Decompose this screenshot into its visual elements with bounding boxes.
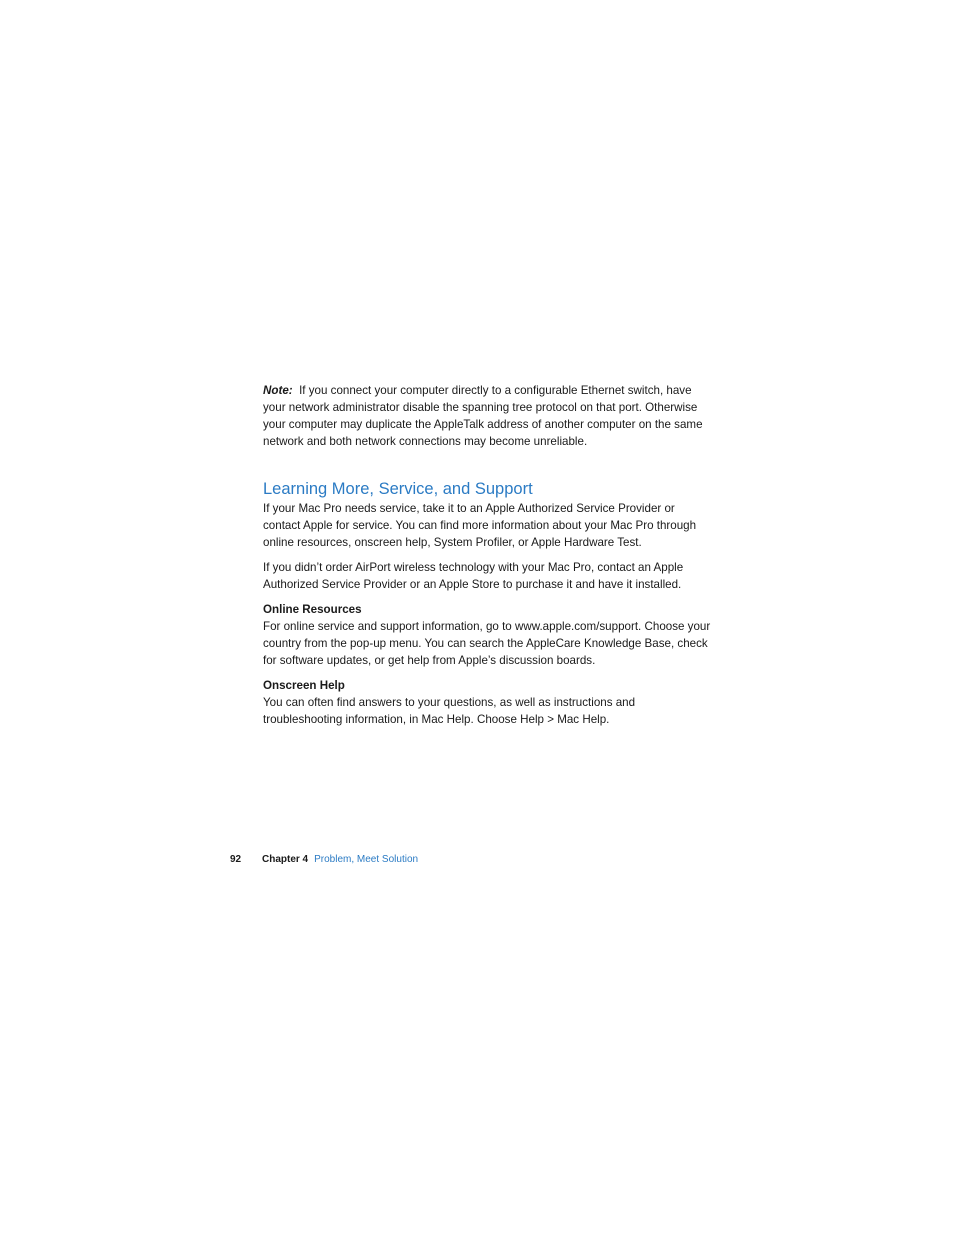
airport-paragraph: If you didn’t order AirPort wireless technology with your Mac Pro, contact an Apple Authorized Service Provider or an Apple Store to purchase it and have it installed. xyxy=(263,561,684,591)
page-number: 92 xyxy=(230,854,242,865)
online-resources-paragraph: For online service and support information, go to www.apple.com/support. Choose your country from the pop-up menu. You can search the AppleCare Knowledge Base, check for software updates, or get help from Apple’s discussion boards. xyxy=(263,620,711,667)
note-text: If you connect your computer directly to a configurable Ethernet switch, have your network administrator disable the spanning tree protocol on that port. Otherwise your computer may duplicate the AppleTalk address of another computer on the same network and both network connections may become unreliable. xyxy=(263,384,703,448)
chapter-label: Chapter 4 xyxy=(262,854,309,865)
note-label: Note: xyxy=(263,384,293,397)
section-heading: Learning More, Service, and Support xyxy=(263,480,533,498)
onscreen-help-heading: Onscreen Help xyxy=(263,679,345,692)
page-content xyxy=(263,382,713,728)
note-paragraph xyxy=(263,382,713,450)
onscreen-help-paragraph: You can often find answers to your questions, as well as instructions and troubleshooting information, in Mac Help. Choose Help > Mac Help. xyxy=(263,696,636,726)
online-resources-heading: Online Resources xyxy=(263,603,362,616)
page-footer xyxy=(230,853,418,867)
service-paragraph: If your Mac Pro needs service, take it to an Apple Authorized Service Provider or contact Apple for service. You can find more information about your Mac Pro through online resources, onscreen help, System Profiler, or Apple Hardware Test. xyxy=(263,502,697,549)
chapter-title: Problem, Meet Solution xyxy=(314,854,419,865)
